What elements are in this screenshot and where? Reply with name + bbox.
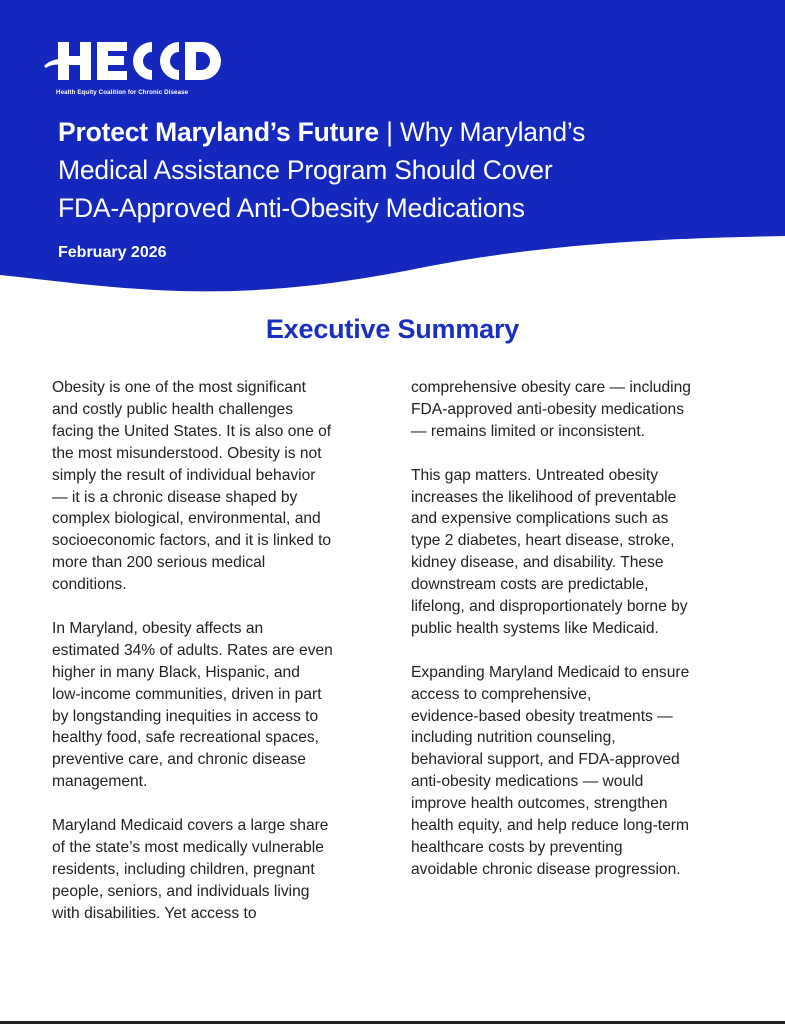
header-banner bbox=[0, 0, 785, 300]
text-line: Obesity is one of the most significant bbox=[52, 379, 306, 396]
text-line: public health systems like Medicaid. bbox=[411, 619, 659, 637]
text-line: avoidable chronic disease progression. bbox=[411, 860, 681, 878]
text-line: higher in many Black, Hispanic, and bbox=[52, 663, 300, 681]
paragraph bbox=[52, 377, 382, 596]
paragraph bbox=[411, 662, 751, 881]
text-line: management. bbox=[52, 773, 148, 791]
text-line: healthcare costs by preventing bbox=[411, 839, 623, 856]
text-line: including nutrition counseling, bbox=[411, 729, 616, 747]
paragraph bbox=[52, 618, 382, 793]
title-bold-part: Protect Maryland’s Future bbox=[58, 117, 379, 147]
text-line: FDA-approved anti-obesity medications bbox=[411, 400, 685, 418]
text-line: of the state’s most medically vulnerable bbox=[52, 839, 324, 856]
text-line: anti-obesity medications — would bbox=[411, 773, 644, 791]
text-line: and costly public health challenges bbox=[52, 400, 293, 418]
text-line: with disabilities. Yet access to bbox=[52, 904, 257, 922]
text-line: people, seniors, and individuals living bbox=[52, 882, 310, 900]
text-line: Expanding Maryland Medicaid to ensure bbox=[411, 663, 690, 681]
text-line: comprehensive obesity care — including bbox=[411, 379, 691, 396]
title-line: FDA-Approved Anti-Obesity Medications bbox=[58, 193, 525, 223]
page-title bbox=[58, 113, 758, 227]
text-line: socioeconomic factors, and it is linked to bbox=[52, 532, 332, 550]
text-line: complex biological, environmental, and bbox=[52, 510, 321, 528]
text-line: Maryland Medicaid covers a large share bbox=[52, 817, 329, 835]
text-line: the most misunderstood. Obesity is not bbox=[52, 444, 322, 462]
text-line: low-income communities, driven in part bbox=[52, 685, 322, 703]
text-line: and expensive complications such as bbox=[411, 510, 669, 528]
text-line: lifelong, and disproportionately borne by bbox=[411, 598, 688, 616]
text-line: preventive care, and chronic disease bbox=[52, 751, 306, 769]
text-line: healthy food, safe recreational spaces, bbox=[52, 729, 319, 747]
text-line: conditions. bbox=[52, 576, 127, 594]
text-line: This gap matters. Untreated obesity bbox=[411, 466, 659, 484]
text-line: evidence-based obesity treatments — bbox=[411, 707, 673, 725]
section-heading: Executive Summary bbox=[265, 314, 520, 344]
heccd-logo bbox=[42, 38, 232, 98]
text-line: kidney disease, and disability. These bbox=[411, 554, 664, 572]
title-line: Medical Assistance Program Should Cover bbox=[58, 155, 553, 185]
text-line: simply the result of individual behavior bbox=[52, 466, 316, 484]
left-column bbox=[52, 377, 382, 947]
text-line: type 2 diabetes, heart disease, stroke, bbox=[411, 532, 675, 550]
paragraph bbox=[411, 465, 751, 640]
publication-date: February 2026 bbox=[58, 244, 167, 261]
paragraph bbox=[52, 815, 382, 925]
heccd-logo-icon bbox=[42, 38, 232, 88]
text-line: health equity, and help reduce long-term bbox=[411, 817, 689, 835]
paragraph bbox=[411, 377, 751, 443]
text-line: — remains limited or inconsistent. bbox=[411, 422, 645, 440]
text-line: In Maryland, obesity affects an bbox=[52, 619, 264, 637]
text-line: residents, including children, pregnant bbox=[52, 860, 315, 878]
text-line: increases the likelihood of preventable bbox=[411, 488, 677, 506]
text-line: — it is a chronic disease shaped by bbox=[52, 488, 298, 506]
logo-subtitle: Health Equity Coalition for Chronic Disease bbox=[56, 89, 189, 96]
title-separator: | bbox=[378, 117, 400, 147]
text-line: behavioral support, and FDA-approved bbox=[411, 751, 680, 769]
title-line: Why Maryland’s bbox=[399, 117, 586, 147]
text-line: more than 200 serious medical bbox=[52, 554, 266, 572]
text-line: facing the United States. It is also one of bbox=[52, 422, 332, 440]
right-column bbox=[411, 377, 751, 903]
text-line: improve health outcomes, strengthen bbox=[411, 795, 668, 813]
text-line: estimated 34% of adults. Rates are even bbox=[52, 641, 333, 659]
text-line: by longstanding inequities in access to bbox=[52, 707, 319, 725]
text-line: access to comprehensive, bbox=[411, 685, 592, 703]
text-line: downstream costs are predictable, bbox=[411, 576, 649, 594]
